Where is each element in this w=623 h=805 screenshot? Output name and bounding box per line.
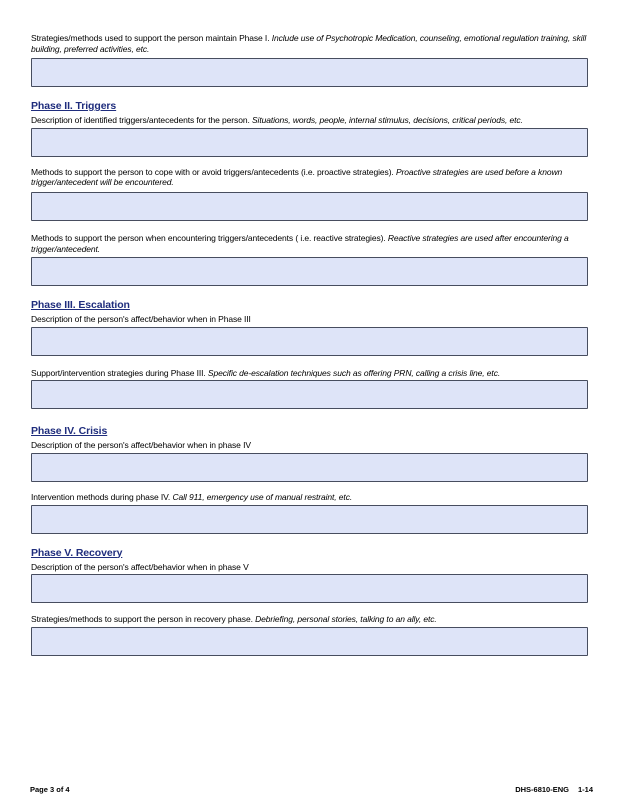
phase3-behavior-description-field[interactable] (31, 327, 588, 356)
label-hint: Include use of Psychotropic Medication, counseling, emotional regulation training, skill building, preferred activities, etc. (31, 33, 587, 54)
label-text: Description of the person's affect/behavior when in Phase III (31, 314, 251, 325)
page-number: Page 3 of 4 (30, 785, 70, 794)
label-text: Methods to support the person when encountering triggers/antecedents ( i.e. reactive strategies). (31, 232, 388, 243)
label-text: Description of the person's affect/behavior when in phase V (31, 561, 249, 572)
phase5-behavior-description-label (31, 562, 588, 573)
label-hint: Specific de-escalation techniques such as offering PRN, calling a crisis line, etc. (207, 367, 501, 378)
phase4-behavior-description-label (31, 440, 588, 451)
page-footer (30, 785, 593, 794)
form-page-content (31, 33, 588, 656)
phase1-maintain-strategies-field[interactable] (31, 58, 588, 87)
label-text: Strategies/methods used to support the person maintain Phase I. (31, 33, 272, 43)
form-code: DHS-6810-ENG (515, 785, 569, 794)
phase3-intervention-strategies-label (31, 368, 588, 379)
label-hint: Reactive strategies are used after encountering a trigger/antecedent. (31, 232, 569, 254)
label-hint: Debriefing, personal stories, talking to an ally, etc. (255, 614, 437, 625)
label-text: Description of the person's affect/behavior when in phase IV (31, 440, 251, 451)
label-text: Support/intervention strategies during Phase III. (31, 367, 208, 378)
phase2-reactive-strategies-field[interactable] (31, 257, 588, 286)
phase2-triggers-description-label (31, 115, 588, 126)
phase4-intervention-methods-field[interactable] (31, 505, 588, 534)
label-hint: Situations, words, people, internal stimulus, decisions, critical periods, etc. (251, 115, 523, 126)
phase2-triggers-description-field[interactable] (31, 128, 588, 157)
label-hint: Call 911, emergency use of manual restraint, etc. (172, 491, 353, 502)
phase5-recovery-strategies-label (31, 614, 588, 625)
label-text: Strategies/methods to support the person in recovery phase. (31, 614, 256, 625)
label-text: Intervention methods during phase IV. (31, 491, 173, 502)
phase2-proactive-strategies-field[interactable] (31, 192, 588, 221)
section-heading-phase5: Phase V. Recovery (31, 546, 123, 559)
phase2-reactive-strategies-label (31, 233, 588, 254)
phase3-behavior-description-label (31, 314, 588, 325)
phase1-maintain-strategies-label (31, 33, 588, 54)
label-text: Methods to support the person to cope with or avoid triggers/antecedents (i.e. proactive strategies). (31, 166, 396, 177)
phase4-behavior-description-field[interactable] (31, 453, 588, 482)
label-text: Description of identified triggers/antecedents for the person. (31, 115, 252, 126)
section-heading-phase2: Phase II. Triggers (31, 100, 117, 113)
phase3-intervention-strategies-field[interactable] (31, 380, 588, 409)
section-heading-phase4: Phase IV. Crisis (31, 425, 108, 438)
label-hint: Proactive strategies are used before a known trigger/antecedent will be encountered. (31, 166, 563, 188)
phase4-intervention-methods-label (31, 492, 588, 503)
phase5-behavior-description-field[interactable] (31, 574, 588, 603)
form-revision: 1-14 (577, 785, 593, 794)
section-heading-phase3: Phase III. Escalation (31, 299, 130, 312)
form-number (515, 785, 593, 794)
phase2-proactive-strategies-label (31, 167, 588, 188)
phase5-recovery-strategies-field[interactable] (31, 627, 588, 656)
